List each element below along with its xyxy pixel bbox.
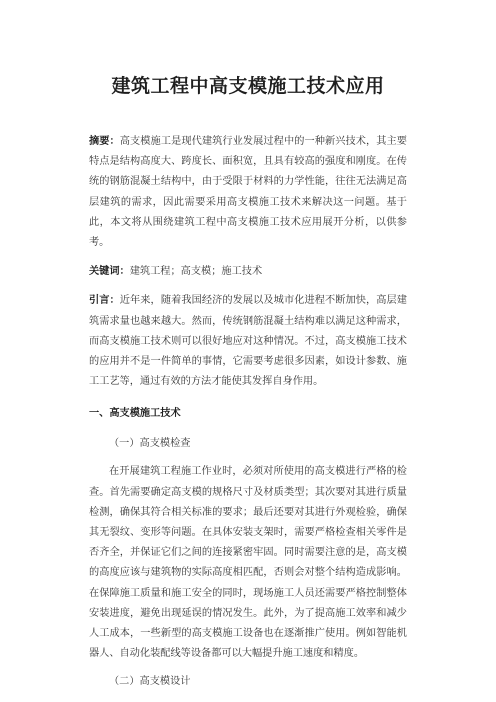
- keywords-label: 关键词：: [89, 266, 130, 278]
- subsection-heading-inspection: （一）高支模检查: [109, 438, 191, 450]
- abstract-text: 高支模施工是现代建筑行业发展过程中的一种新兴技术，其主要特点是结构高度大、跨度长、面积宽，且具有较高的强度和刚度。在传统的钢筋混凝土结构中，由于受限于材料的力学性能，往往无法满足高层建筑的需求，因此需要采用高支模施工技术来解决这一问题。基于此，本文将从围绕建筑工程中高支模施工技术应用展开分析，以供参考。: [89, 136, 407, 249]
- introduction-label: 引言：: [89, 295, 120, 307]
- subsection-heading-design: （二）高支模设计: [109, 676, 191, 688]
- introduction-text: 近年来，随着我国经济的发展以及城市化进程不断加快，高层建筑需求量也越来越大。然而，传统钢筋混凝土结构难以满足这种需求，而高支模施工技术则可以很好地应对这种情况。不过，高支模施工技术的应用并不是一件简单的事情，它需要考虑很多因素，如设计参数、施工工艺等，通过有效的方法才能使其发挥自身作用。: [89, 295, 407, 388]
- keywords-paragraph: [89, 262, 407, 282]
- introduction-paragraph: [89, 291, 407, 392]
- abstract-label: 摘要：: [89, 136, 120, 147]
- section-heading: 一、高支模施工技术: [89, 408, 181, 420]
- abstract-paragraph: [89, 132, 407, 253]
- keywords-text: 建筑工程；高支模；施工技术: [129, 266, 263, 278]
- inspection-paragraph: 在开展建筑工程施工作业时，必须对所使用的高支模进行严格的检查。首先需要确定高支模的规格尺寸及材质类型；其次要对其进行质量检测，确保其符合相关标准的要求；最后还要对其进行外观检验，确保其无裂纹、变形等问题。在具体安装支架时，需要严格检查相关零件是否齐全，并保证它们之间的连接紧密牢固。同时需要注意的是，高支模的高度应该与建筑物的实际高度相匹配，否则会对整个结构造成影响。在保障施工质量和施工安全的同时，现场施工人员还需要严格控制整体安装进度，避免出现延误的情况发生。此外，为了提高施工效率和减少人工成本，一些新型的高支模施工设备也在逐渐推广使用。例如智能机器人、自动化装配线等设备都可以大幅提升施工速度和精度。: [89, 466, 407, 660]
- page-title: 建筑工程中高支模施工技术应用: [111, 75, 385, 97]
